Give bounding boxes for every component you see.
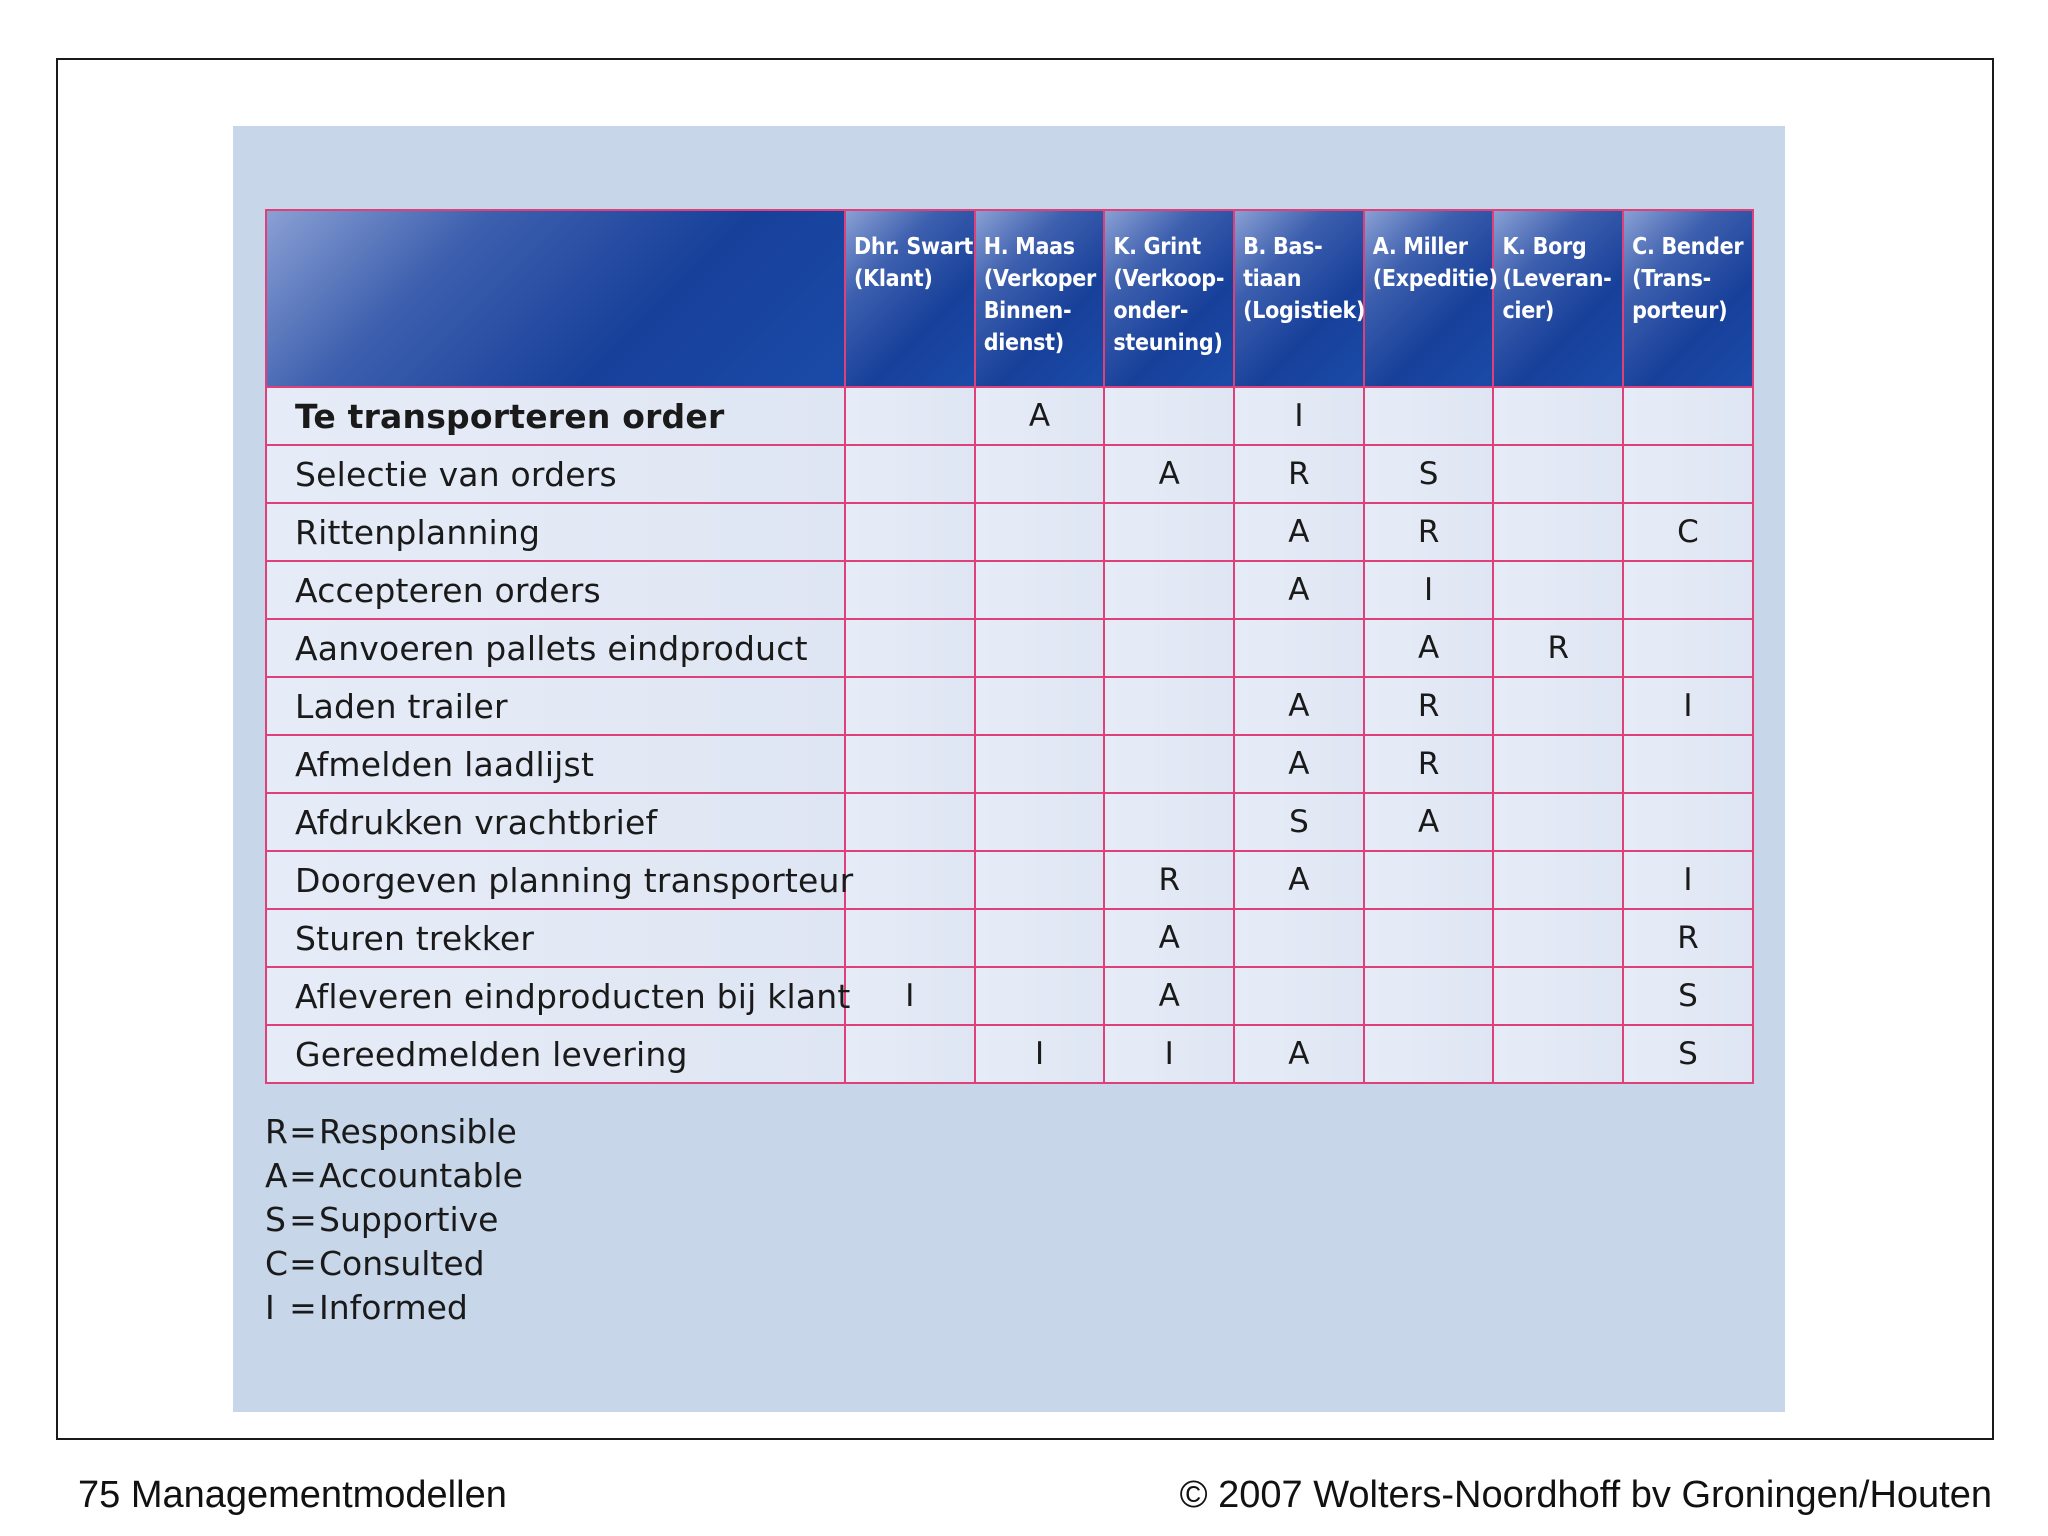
legend-meaning: Supportive [319,1200,499,1239]
raci-cell: S [1364,445,1494,503]
raci-cell: I [975,1025,1105,1083]
raci-cell [1493,677,1623,735]
table-row [266,445,1753,503]
raci-cell: A [1364,793,1494,851]
raci-cell [975,735,1105,793]
raci-cell: A [1104,967,1234,1025]
table-row [266,677,1753,735]
raci-cell: A [1234,503,1364,561]
header-row [266,210,1753,387]
raci-cell [845,503,975,561]
legend-equals: = [289,1200,317,1239]
raci-matrix [265,209,1754,1084]
raci-cell [1493,735,1623,793]
raci-cell [1104,793,1234,851]
raci-cell: A [1104,445,1234,503]
legend-code: I [265,1288,275,1327]
raci-cell [845,677,975,735]
raci-cell [845,387,975,445]
raci-cell [1364,1025,1494,1083]
raci-cell [1234,619,1364,677]
raci-cell [975,503,1105,561]
legend-meaning: Responsible [319,1112,517,1151]
raci-cell [975,851,1105,909]
raci-cell [975,677,1105,735]
raci-cell [1104,387,1234,445]
column-header: B. Bas- tiaan (Logistiek) [1234,210,1364,387]
raci-cell [975,793,1105,851]
raci-cell [1493,909,1623,967]
raci-cell [975,967,1105,1025]
legend-equals: = [289,1244,317,1283]
raci-cell [845,561,975,619]
raci-cell [1623,387,1753,445]
raci-cell: R [1364,677,1494,735]
activity-cell: Aanvoeren pallets eindproduct [266,619,845,677]
raci-cell: R [1623,909,1753,967]
activity-cell: Selectie van orders [266,445,845,503]
raci-cell [1104,619,1234,677]
raci-cell [975,445,1105,503]
raci-cell [1623,561,1753,619]
raci-cell [1623,793,1753,851]
activity-cell: Afdrukken vrachtbrief [266,793,845,851]
activity-cell: Rittenplanning [266,503,845,561]
table-row [266,1025,1753,1083]
raci-cell [845,909,975,967]
legend-meaning: Consulted [319,1244,485,1283]
raci-cell [1493,503,1623,561]
legend-item [265,1286,523,1330]
column-header: Dhr. Swart (Klant) [845,210,975,387]
raci-cell: A [1234,561,1364,619]
raci-cell: R [1364,503,1494,561]
activity-cell: Afleveren eindproducten bij klant [266,967,845,1025]
raci-cell [1493,851,1623,909]
footer-copyright: © 2007 Wolters-Noordhoff bv Groningen/Houten [1179,1474,1992,1516]
table-row [266,561,1753,619]
raci-cell [1364,909,1494,967]
raci-cell [1493,967,1623,1025]
raci-cell [1104,561,1234,619]
table-row [266,909,1753,967]
legend-item [265,1242,523,1286]
raci-cell: A [1234,735,1364,793]
raci-cell [1493,445,1623,503]
raci-cell [845,851,975,909]
legend-code: S [265,1200,286,1239]
raci-cell: S [1623,967,1753,1025]
raci-cell: R [1104,851,1234,909]
legend-item [265,1154,523,1198]
activity-cell: Laden trailer [266,677,845,735]
raci-cell: I [1623,677,1753,735]
raci-cell [1623,445,1753,503]
raci-cell: I [1364,561,1494,619]
raci-cell [1493,561,1623,619]
raci-cell: A [1104,909,1234,967]
legend-equals: = [289,1112,317,1151]
raci-cell [845,793,975,851]
raci-cell: A [1234,1025,1364,1083]
raci-cell: S [1234,793,1364,851]
raci-cell [845,1025,975,1083]
raci-cell [1104,503,1234,561]
raci-cell [1493,793,1623,851]
raci-cell [1104,735,1234,793]
legend-code: R [265,1112,288,1151]
raci-cell: S [1623,1025,1753,1083]
column-header: K. Grint (Verkoop- onder- steuning) [1104,210,1234,387]
raci-cell: A [975,387,1105,445]
raci-cell [1364,851,1494,909]
raci-cell: R [1493,619,1623,677]
raci-cell [975,561,1105,619]
legend-equals: = [289,1156,317,1195]
activity-cell: Afmelden laadlijst [266,735,845,793]
activity-cell: Gereedmelden levering [266,1025,845,1083]
activity-cell: Doorgeven planning transporteur [266,851,845,909]
raci-cell: C [1623,503,1753,561]
legend-code: C [265,1244,289,1283]
column-header: K. Borg (Leveran- cier) [1493,210,1623,387]
activity-cell: Accepteren orders [266,561,845,619]
raci-cell: I [1623,851,1753,909]
raci-cell [1493,1025,1623,1083]
raci-cell [1234,967,1364,1025]
legend-equals: = [289,1288,317,1327]
table-row [266,793,1753,851]
raci-cell: A [1364,619,1494,677]
activity-cell: Te transporteren order [266,387,845,445]
table-row [266,851,1753,909]
footer-source: 75 Managementmodellen [78,1474,507,1516]
column-header: H. Maas (Verkoper Binnen- dienst) [975,210,1105,387]
legend-item [265,1110,523,1154]
raci-cell [975,619,1105,677]
raci-cell [1364,967,1494,1025]
raci-cell [845,735,975,793]
raci-cell: I [1104,1025,1234,1083]
header-corner-cell [266,210,845,387]
raci-cell [845,445,975,503]
legend-item [265,1198,523,1242]
column-header: A. Miller (Expeditie) [1364,210,1494,387]
raci-cell: A [1234,851,1364,909]
table-row [266,503,1753,561]
raci-cell: I [1234,387,1364,445]
table-row [266,735,1753,793]
activity-cell: Sturen trekker [266,909,845,967]
raci-body [266,387,1753,1083]
raci-cell [1234,909,1364,967]
table-row [266,387,1753,445]
raci-cell [1623,619,1753,677]
raci-cell: A [1234,677,1364,735]
legend-meaning: Accountable [319,1156,523,1195]
legend-code: A [265,1156,288,1195]
raci-cell [1364,387,1494,445]
raci-cell: R [1364,735,1494,793]
table-row [266,619,1753,677]
raci-cell: R [1234,445,1364,503]
raci-cell [1623,735,1753,793]
raci-cell [1493,387,1623,445]
raci-cell [1104,677,1234,735]
raci-cell: I [845,967,975,1025]
raci-cell [975,909,1105,967]
legend [265,1110,523,1330]
raci-cell [845,619,975,677]
legend-meaning: Informed [319,1288,468,1327]
table-row [266,967,1753,1025]
column-header: C. Bender (Trans- porteur) [1623,210,1753,387]
